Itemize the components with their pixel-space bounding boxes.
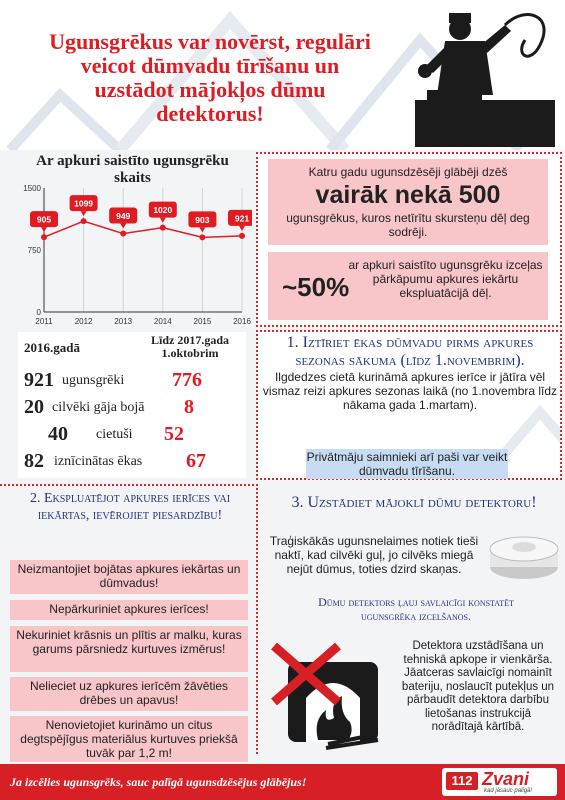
chart-data-label: 921 bbox=[234, 213, 250, 224]
page-title: Ugunsgrēkus var novērst, regulāri veicot dūmvadu tīrīšanu un uzstādot mājokļos dūmu detektorus! bbox=[49, 29, 371, 126]
tip-item: Nekuriniet krāsnis un plītis ar malku, kuras garums pārsniedz kurtuves izmērus! bbox=[10, 626, 248, 672]
smoke-detector-icon bbox=[488, 525, 560, 585]
stat-2016: 20 bbox=[24, 396, 44, 418]
tip-item: Nenovietojiet kurināmo un citus degtspējīgus materiālus kurtuves priekšā tuvāk par 1,2 m! bbox=[10, 716, 248, 762]
fact-500 bbox=[268, 159, 548, 245]
chart-x-tick-label: 2015 bbox=[193, 317, 212, 326]
section1-title: 1. Iztīriet ēkas dūmvadu pirms apkures sezonas sākuma (līdz 1.novembrim). bbox=[286, 334, 534, 369]
tip-item: Nepārkuriniet apkures ierīces! bbox=[10, 600, 248, 620]
section1-note: Privātmāju saimnieki arī paši var veikt dūmvadu tīrīšanu. bbox=[306, 450, 508, 478]
stat-row bbox=[24, 422, 250, 448]
stat-2017: 8 bbox=[184, 396, 194, 418]
chart-data-label: 1099 bbox=[74, 198, 94, 209]
tip-item: Nelieciet uz apkures ierīcēm žāvēties drēbes un apavus! bbox=[10, 677, 248, 711]
stat-2016: 82 bbox=[24, 450, 44, 472]
chart-x-tick-label: 2014 bbox=[153, 317, 172, 326]
fact-percent bbox=[268, 252, 548, 320]
chart-y-tick-label: 750 bbox=[27, 246, 41, 255]
header bbox=[0, 0, 565, 150]
stat-label: ugunsgrēki bbox=[62, 373, 125, 388]
chart-x-tick-label: 2012 bbox=[74, 317, 93, 326]
chart-label-pointer bbox=[41, 227, 47, 232]
stat-2017: 67 bbox=[186, 450, 206, 472]
section3-aside: Detektora uzstādīšana un tehniskā apkope ir vienkārša. Jāatceras savlaicīgi nomainīt bateriju, noslaucīt putekļus un pārbaudīt detektora darbību lietošanas instrukcijā norādītajā kārtībā. bbox=[401, 640, 555, 733]
section3-title: 3. Uzstādiet mājoklī dūmu detektoru! bbox=[291, 494, 537, 511]
chart-point bbox=[199, 234, 205, 240]
stat-2016: 921 bbox=[24, 369, 54, 391]
logo-word: Zvani bbox=[482, 769, 530, 789]
section2-title: 2. Ekspluatējot apkures ierīces vai iekārtas, ievērojiet piesardzību! bbox=[29, 491, 231, 523]
chart-y-tick-label: 0 bbox=[36, 308, 41, 317]
stats-col2-header: Līdz 2017.gada 1.oktobrim bbox=[150, 333, 229, 360]
section1-text: Ilgdedzes cietā kurināmā apkures ierīce ir jātīra vēl vismaz reizi apkures sezonas laikā (no 1.novembra līdz nākama gada 1.martam). bbox=[262, 370, 558, 412]
chimney-sweep-icon bbox=[405, 5, 560, 147]
fact-500-pre: Katru gadu ugunsdzēsēji glābēji dzēš bbox=[308, 165, 508, 179]
fact-500-post: ugunsgrēkus, kuros netīrītu skursteņu dēļ deg sodrēji. bbox=[286, 211, 530, 239]
chart-label-pointer bbox=[199, 227, 205, 232]
chart-label-pointer bbox=[81, 211, 87, 216]
stat-label: cilvēki gāja bojā bbox=[52, 400, 145, 415]
stat-label: cietuši bbox=[96, 427, 133, 442]
chart-data-label: 903 bbox=[195, 214, 210, 225]
footer-text: Ja izcēlies ugunsgrēks, sauc palīgā ugunsdzēsējus glābējus! bbox=[10, 775, 307, 789]
section3-text: Traģiskākās ugunsnelaimes notiek tieši naktī, kad cilvēki guļ, jo cilvēks miegā nejūt dūmus, toties dzird skaņas. bbox=[269, 534, 479, 576]
chart-data-label: 949 bbox=[116, 211, 131, 222]
section3-note: Dūmu detektors ļauj savlaicīgi konstatēt ugunsgrēka izcelšanos. bbox=[318, 595, 514, 623]
chart-label-pointer bbox=[160, 218, 166, 223]
chart-point bbox=[41, 234, 47, 240]
chart-data-label: 1020 bbox=[153, 205, 173, 216]
logo-number: 112 bbox=[446, 772, 478, 790]
stats-col1-header: 2016.gadā bbox=[24, 340, 80, 355]
chart-y-tick-label: 1500 bbox=[23, 184, 41, 193]
stat-label: iznīcinātas ēkas bbox=[54, 454, 143, 469]
stat-row bbox=[24, 395, 250, 421]
stat-row bbox=[24, 368, 250, 394]
stat-2016: 40 bbox=[48, 423, 68, 445]
chart-x-tick-label: 2016 bbox=[233, 317, 251, 326]
fact-percent-text: ar apkuri saistīto ugunsgrēku izceļas pārkāpumu apkures iekārtu ekspluatācijā dēļ. bbox=[348, 258, 543, 300]
fact-500-big: vairāk nekā 500 bbox=[315, 181, 501, 209]
logo-112 bbox=[442, 768, 557, 796]
chart-point bbox=[160, 225, 166, 231]
logo-sub: kad jāsauc palīgā! bbox=[484, 788, 533, 794]
fireplace-crossed-icon bbox=[268, 640, 396, 752]
chart-x-tick-label: 2011 bbox=[35, 317, 53, 326]
stat-row bbox=[24, 449, 250, 475]
chart-point bbox=[239, 233, 245, 239]
chart-x-tick-label: 2013 bbox=[114, 317, 133, 326]
fires-line-chart bbox=[20, 182, 252, 332]
stat-2017: 52 bbox=[164, 423, 184, 445]
chart-data-label: 905 bbox=[36, 214, 52, 225]
chart-label-pointer bbox=[120, 224, 126, 229]
chart-title: Ar apkuri saistīto ugunsgrēku skaits bbox=[36, 153, 229, 186]
chart-point bbox=[120, 231, 126, 237]
chart-label-pointer bbox=[239, 226, 245, 231]
fact-percent-value: ~50% bbox=[282, 272, 350, 302]
stat-2017: 776 bbox=[172, 369, 202, 391]
chart-point bbox=[81, 218, 87, 224]
tip-item: Neizmantojiet bojātas apkures iekārtas un dūmvadus! bbox=[10, 560, 248, 594]
